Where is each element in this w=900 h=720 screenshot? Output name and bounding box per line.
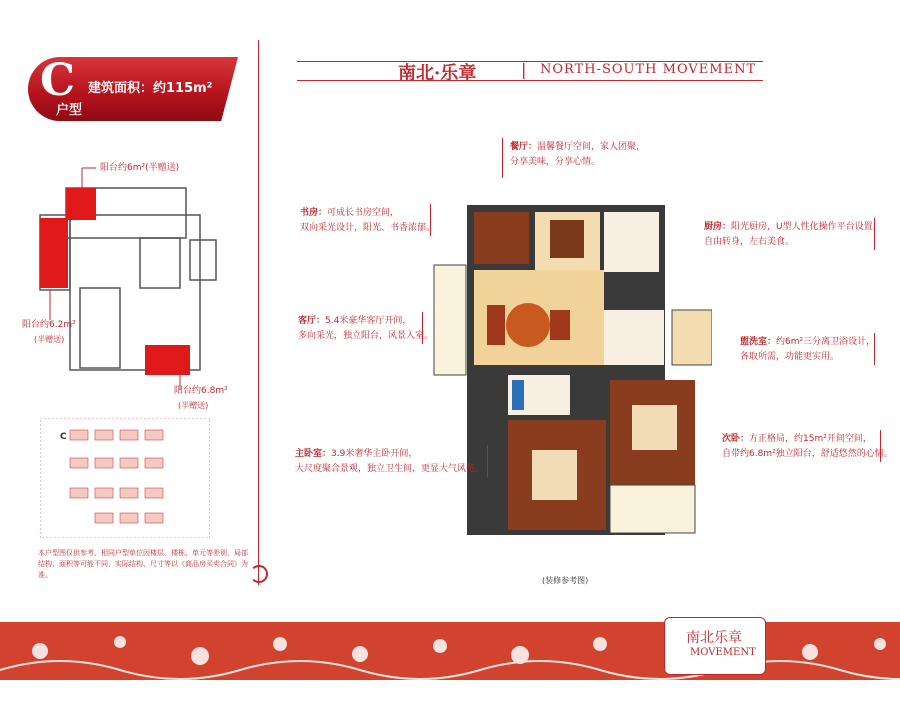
kitchen <box>604 212 659 272</box>
title-chinese: 南北·乐章 <box>398 63 477 84</box>
study-room <box>474 212 529 264</box>
main-floor-plan <box>432 190 712 540</box>
note-study <box>300 206 435 236</box>
small-plan-balcony-top-label: 阳台约6m²(半赠送) <box>100 163 180 173</box>
brand-logo-chinese: 南北乐章 <box>686 630 742 646</box>
note-kitchen-line1: 阳光厨房，U型人性化操作平台设置， <box>731 222 882 232</box>
divider-curl-ornament <box>250 565 268 583</box>
living-balcony <box>434 265 466 375</box>
note-dining-line2: 分享美味，分享心情。 <box>510 157 601 167</box>
reference-caption: (装修参考图) <box>542 576 589 585</box>
note-dining <box>510 140 645 170</box>
title-english: NORTH-SOUTH MOVEMENT <box>540 62 757 77</box>
washroom <box>604 310 664 365</box>
small-floor-plan <box>30 160 250 400</box>
small-plan-balcony-bottom-note: (半赠送) <box>178 401 209 410</box>
note-master-line2: 大尺度聚合景观，独立卫生间，更显大气风范。 <box>295 464 485 474</box>
main-floor-plan-drawing <box>432 190 712 540</box>
balcony-left-highlight <box>40 218 68 288</box>
note-master <box>295 447 484 477</box>
unit-letter: C <box>40 55 76 106</box>
disclaimer-text: 本户型图仅供参考，相同户型单位因楼层、楼栋、单元等差别，局部结构、面积等可能不同，实际结构、尺寸等以《商品房买卖合同》为准。 <box>38 549 248 579</box>
note-living-line1: 5.4米豪华客厅开间， <box>325 316 412 326</box>
note-bath-line2: 各取所需，功能更实用。 <box>740 352 840 362</box>
note-living-line2: 多向采光，独立阳台，风景入室。 <box>298 331 434 341</box>
note-tick <box>487 445 488 477</box>
title-rule-bottom <box>297 80 763 81</box>
note-tick <box>502 138 503 178</box>
small-plan-balcony-bottom-label: 阳台约6.8m² <box>174 386 228 396</box>
note-master-head: 主卧室： <box>295 449 332 459</box>
note-bath-head: 盥洗室： <box>740 337 777 347</box>
note-second-line2: 自带约6.8m²独立阳台，舒适悠然的心情。 <box>722 449 893 459</box>
note-kitchen-head: 厨房： <box>704 222 732 232</box>
note-study-line1: 可成长书房空间， <box>327 208 400 218</box>
brand-logo-english: MOVEMENT <box>690 647 756 658</box>
note-second-head: 次卧： <box>722 434 750 444</box>
note-kitchen <box>704 220 882 250</box>
note-bath-line1: 约6m²三分离卫浴设计， <box>776 337 876 347</box>
small-plan-balcony-left-note: (半赠送) <box>34 335 65 344</box>
note-master-line1: 3.9米奢华主卧开间， <box>331 449 418 459</box>
title-separator: | <box>521 60 527 79</box>
note-kitchen-line2: 自由转身，左右美食。 <box>704 237 795 247</box>
note-dining-head: 餐厅： <box>510 142 538 152</box>
unit-type-label: 户型 <box>56 103 83 118</box>
site-plan-unit-label: C <box>60 432 67 442</box>
small-floor-plan-drawing <box>30 160 250 400</box>
note-study-head: 书房： <box>300 208 328 218</box>
note-bath <box>740 335 875 365</box>
building-area-label: 建筑面积：约115m² <box>88 81 213 96</box>
bedroom-balcony <box>610 485 695 533</box>
balcony-bottom-highlight <box>145 345 190 375</box>
note-living-head: 客厅： <box>298 316 326 326</box>
note-study-line2: 双向采光设计，阳光、书香浓郁。 <box>300 223 436 233</box>
note-second-line1: 方正格局，约15m²开间空间， <box>749 434 872 444</box>
balcony-top-highlight <box>66 188 96 220</box>
note-living <box>298 314 433 344</box>
vertical-divider <box>258 40 259 585</box>
small-plan-balcony-left-label: 阳台约6.2m² <box>22 320 76 330</box>
note-dining-line1: 温馨餐厅空间，家人团聚， <box>537 142 646 152</box>
note-second <box>722 432 893 462</box>
